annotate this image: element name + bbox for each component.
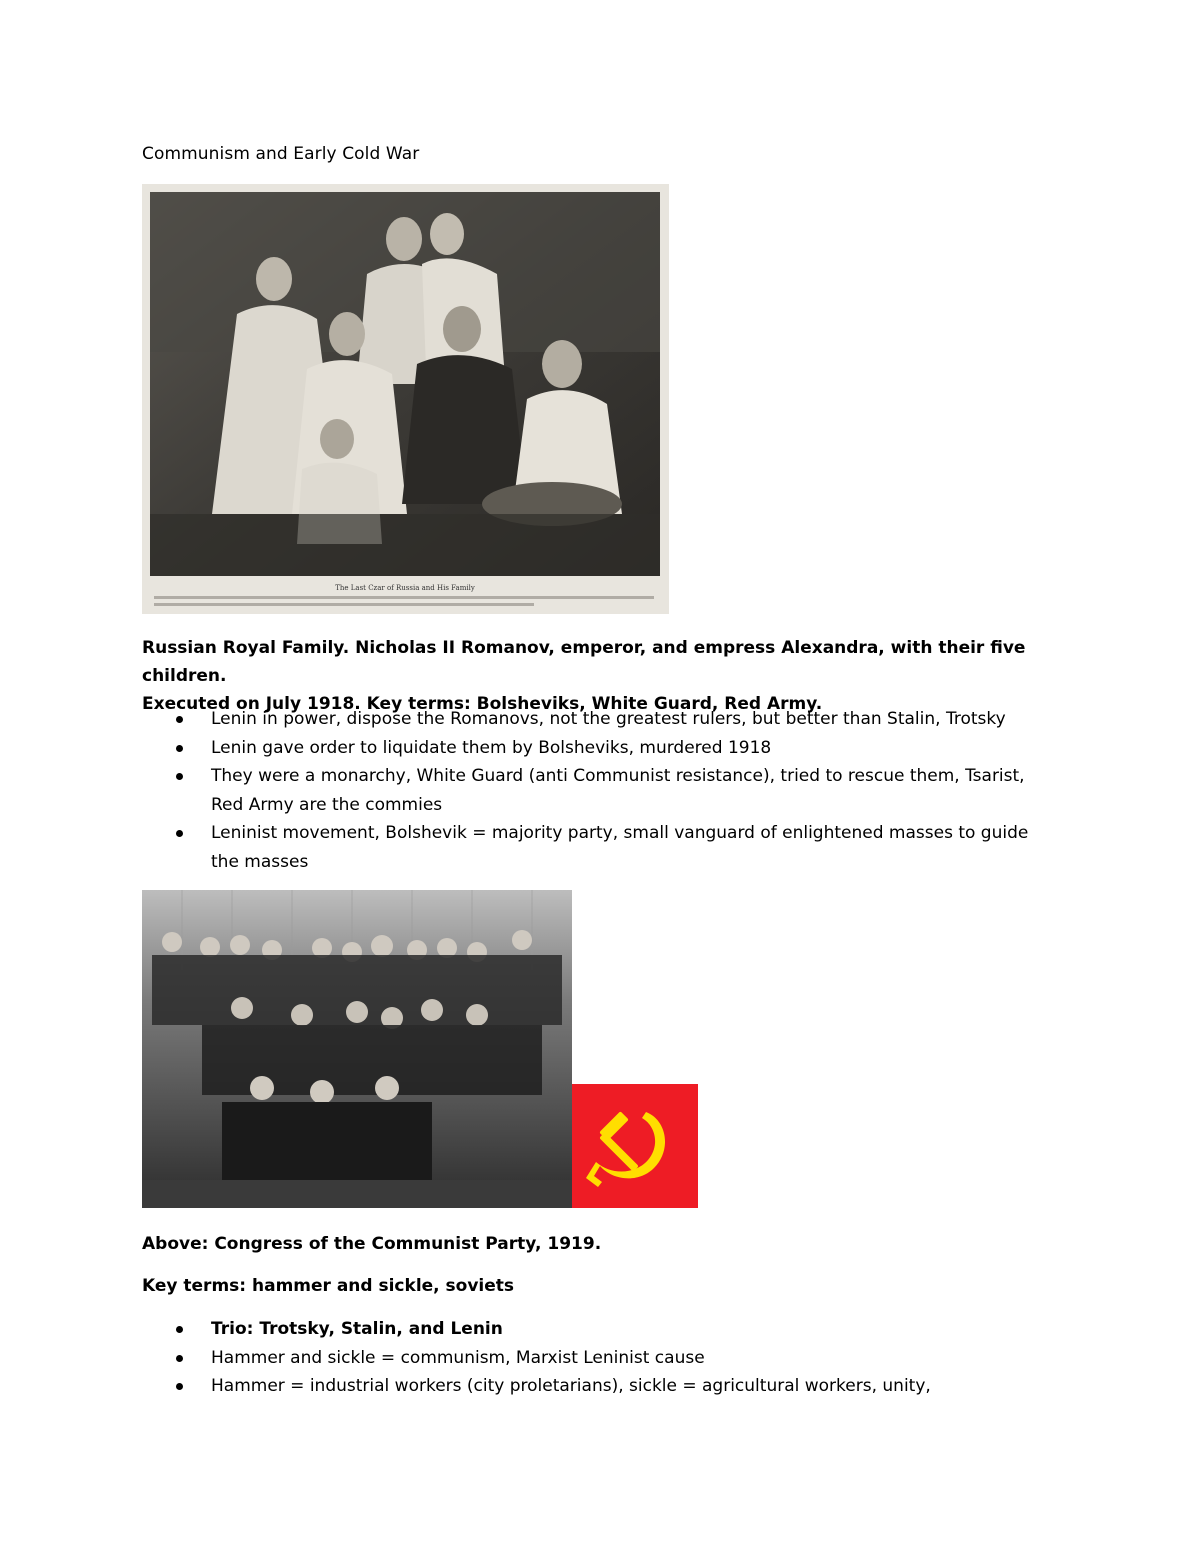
- bullet-list-2: [142, 1315, 1082, 1401]
- list-item: They were a monarchy, White Guard (anti Communist resistance), tried to rescue them, Tsarist, Red Army are the commies: [142, 762, 1051, 819]
- list-item: Leninist movement, Bolshevik = majority party, small vanguard of enlightened masses to guide the masses: [142, 819, 1051, 876]
- bullet-icon: [176, 1383, 183, 1390]
- bullet-icon: [176, 716, 183, 723]
- list-item: Hammer and sickle = communism, Marxist Leninist cause: [142, 1344, 1082, 1373]
- list-item: Hammer = industrial workers (city proletarians), sickle = agricultural workers, unity,: [142, 1372, 1082, 1401]
- photo1-caption: The Last Czar of Russia and His Family: [335, 584, 475, 592]
- bullet-icon: [176, 1355, 183, 1362]
- bullet-list-1: [142, 705, 1082, 876]
- caption-line-2: Executed on July 1918. Key terms: Bolsheviks, White Guard, Red Army.: [142, 694, 823, 714]
- party-congress-photo: [142, 890, 572, 1208]
- list-item: Trio: Trotsky, Stalin, and Lenin: [142, 1315, 1082, 1344]
- list-item: Lenin gave order to liquidate them by Bolsheviks, murdered 1918: [142, 734, 1082, 763]
- hammer-and-sickle-flag: [572, 1084, 698, 1208]
- congress-caption: Above: Congress of the Communist Party, 1919.: [142, 1234, 602, 1254]
- bullet-icon: [176, 773, 183, 780]
- list-item: Lenin in power, dispose the Romanovs, not the greatest rulers, but better than Stalin, Trotsky: [142, 705, 1082, 734]
- royal-family-photo: [142, 184, 669, 614]
- bullet-icon: [176, 745, 183, 752]
- document-title: Communism and Early Cold War: [142, 144, 420, 164]
- key-terms-2: Key terms: hammer and sickle, soviets: [142, 1276, 515, 1296]
- bullet-icon: [176, 830, 183, 837]
- caption-line-1: Russian Royal Family. Nicholas II Romanov, emperor, and empress Alexandra, with their five children.: [142, 638, 1026, 686]
- bullet-icon: [176, 1326, 183, 1333]
